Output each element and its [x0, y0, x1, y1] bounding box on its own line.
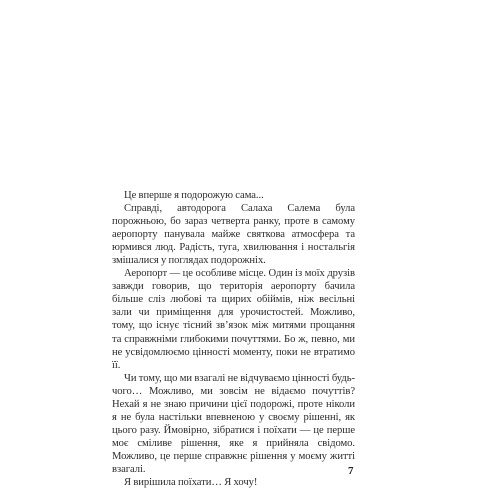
paragraph: Аеропорт — це особливе місце. Один із моїх друзів завжди говорив, що територія аеропорту бачила більше сліз любові та щирих обіймів, ніж весільні зали чи приміщення для урочистостей. Можливо, тому, що існує тісний зв’язок між митями прощання та справжніми глибокими почуттями. Бо ж, певно, ми не усвідомлюємо цінності моменту, поки не втратимо її. — [112, 268, 355, 371]
page-number: 7 — [348, 465, 354, 477]
paragraph: Це вперше я подорожую сама... — [124, 190, 264, 201]
paragraph: Я вирішила поїхати… Я хочу! — [124, 477, 258, 489]
body-text — [112, 189, 355, 489]
paragraph: Чи тому, що ми взагалі не відчуваємо цінності будь-чого… Можливо, ми зовсім не відаємо почуттів? Нехай я не знаю причини цієї подорожі, проте ніколи я не була настільки впевненою у своєму рішенні, як цього разу. Ймовірно, зібратися і поїхати — це перше моє сміливе рішення, яке я прийняла свідомо. Можливо, це перше справжнє рішення у моєму житті взагалі. — [112, 372, 355, 475]
paragraph: Справді, автодорога Салаха Салема була порожньою, бо зараз четверта ранку, проте в самому аеропорту панувала майже святкова атмосфера та юрмився люд. Радість, туга, хвилювання і ностальгія змішалися у поглядах подорожніх. — [112, 203, 355, 267]
